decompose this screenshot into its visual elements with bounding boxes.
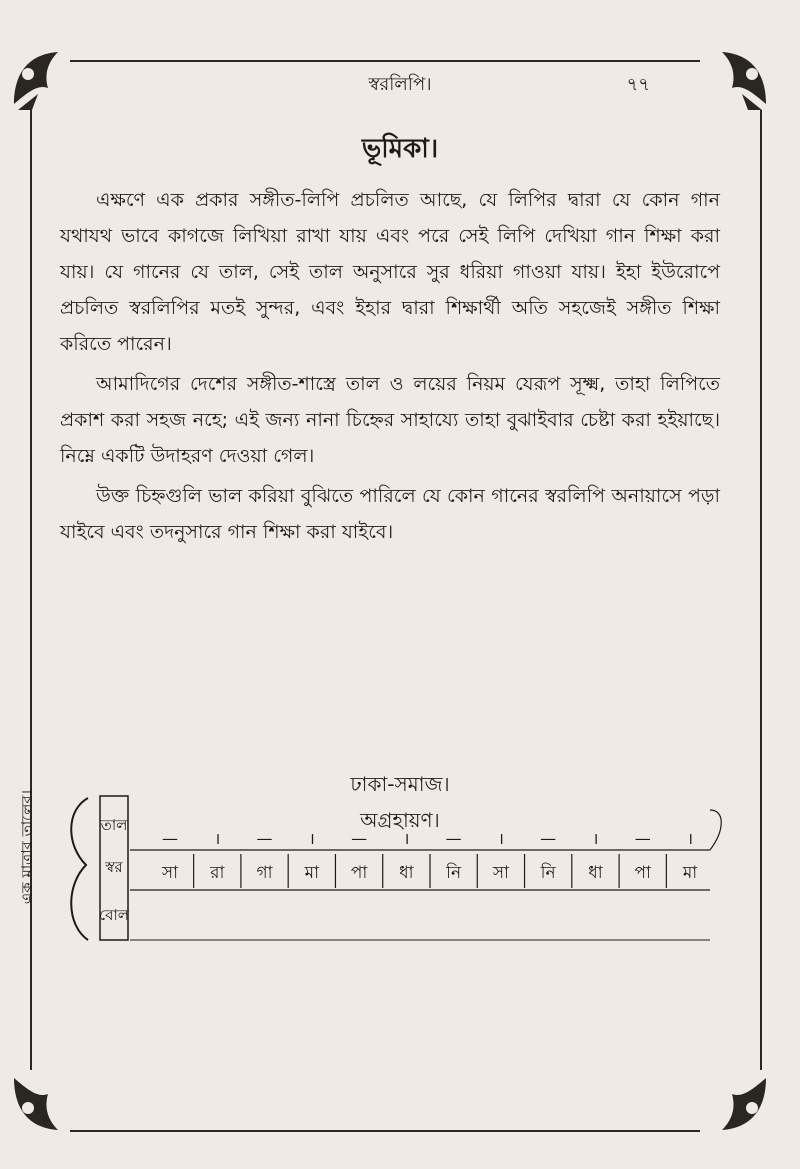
frame-right-line [760, 110, 762, 1070]
side-caption [4, 790, 36, 990]
note: সা [161, 863, 179, 883]
bar-mark: । [214, 829, 221, 848]
frame-bottom-line [70, 1130, 700, 1132]
bar-mark: । [308, 829, 315, 848]
notation-staff [60, 790, 750, 1040]
frame-left-line [30, 110, 32, 1070]
bar-mark: । [686, 829, 694, 848]
note: রা [210, 863, 225, 883]
note: ধা [588, 863, 603, 883]
note: পা [350, 863, 368, 883]
bar-mark: — [162, 829, 178, 848]
bar-mark: — [445, 829, 462, 848]
running-head: স্বরলিপি। [368, 74, 432, 95]
notation-example [60, 790, 750, 1040]
signature-line-1: ঢাকা-সমাজ। [350, 772, 450, 796]
page-header [0, 68, 800, 94]
note: মা [682, 863, 698, 883]
paragraph: উক্ত চিহ্নগুলি ভাল করিয়া বুঝিতে পারিলে যে কোন গানের স্বরলিপি অনায়াসে পড়া যাইবে এবং তদনুসারে গান শিক্ষা করা যাইবে। [60, 485, 720, 543]
note: সা [492, 863, 509, 883]
bar-mark: — [351, 829, 368, 848]
bar-mark-row [162, 829, 693, 848]
note-row [161, 854, 698, 888]
end-bracket-icon [710, 810, 721, 850]
ornament-bottom-left-icon [8, 1066, 80, 1138]
brace-icon [71, 798, 88, 940]
ornament-bottom-right-icon [700, 1066, 772, 1138]
note: নি [540, 863, 556, 883]
paragraph: আমাদিগের দেশের সঙ্গীত-শাস্ত্রে তাল ও লয়ের নিয়ম যেরূপ সূক্ষ্ম, তাহা লিপিতে প্রকাশ করা সহজ নহে; এই জন্য নানা চিহ্নের সাহায্যে তাহা বুঝাইবার চেষ্টা করা হইয়াছে। নিম্নে একটি উদাহরণ দেওয়া গেল। [60, 373, 720, 467]
note: মা [304, 863, 320, 883]
bar-mark: — [634, 829, 651, 848]
clef-label: বোল [99, 906, 129, 924]
frame-top-line [70, 60, 700, 62]
side-caption-text: এক মাত্রার তালের। [18, 790, 36, 905]
bar-mark: । [403, 829, 410, 848]
note: ধা [399, 863, 414, 883]
page-number: ৭৭ [626, 74, 650, 95]
clef-label: তাল [100, 816, 128, 834]
body-text [60, 182, 720, 554]
note: গা [256, 863, 273, 883]
bar-mark: । [497, 829, 504, 848]
signature-line-2: অগ্রহায়ণ। [360, 808, 440, 832]
paragraph: এক্ষণে এক প্রকার সঙ্গীত-লিপি প্রচলিত আছে, যে লিপির দ্বারা যে কোন গান যথাযথ ভাবে কাগজে লিখিয়া রাখা যায় এবং পরে সেই লিপি দেখিয়া গান শিক্ষা করা যায়। যে গানের যে তাল, সেই তাল অনুসারে সুর ধরিয়া গাওয়া যায়। ইহা ইউরোপে প্রচলিত স্বরলিপির মতই সুন্দর, এবং ইহার দ্বারা শিক্ষার্থী অতি সহজেই সঙ্গীত শিক্ষা করিতে পারেন। [60, 189, 720, 355]
note: নি [446, 863, 462, 883]
note: পা [634, 863, 651, 883]
clef-label: স্বর [105, 858, 123, 876]
bar-mark: । [592, 829, 599, 848]
section-title: ভূমিকা। [361, 134, 439, 164]
bar-mark: — [256, 829, 273, 848]
bar-mark: — [540, 829, 557, 848]
